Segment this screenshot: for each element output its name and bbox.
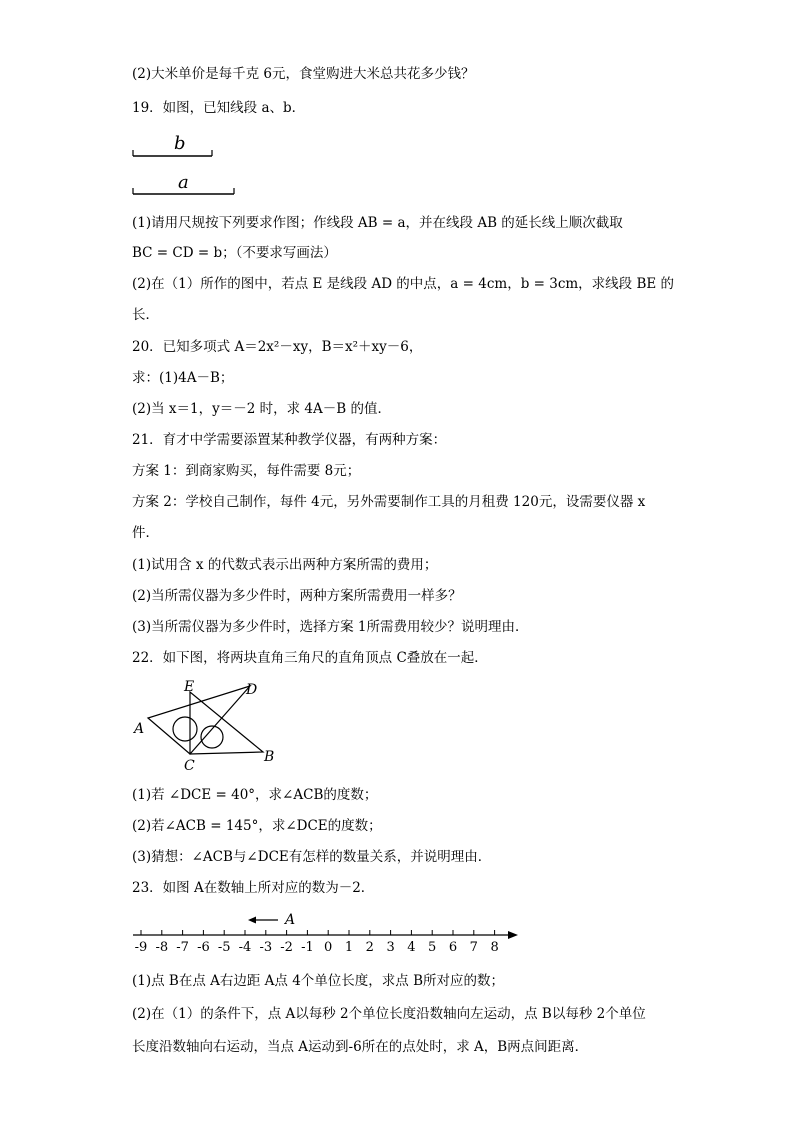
tick-label: -7 <box>176 940 189 955</box>
q21-plan2-cont: 件． <box>132 525 159 541</box>
tick-label: -2 <box>280 940 293 955</box>
tick-label: 7 <box>469 940 478 955</box>
triangle-ACD <box>148 686 250 754</box>
point-A-label: A <box>285 912 296 928</box>
q21-plan2: 方案 2：学校自己制作，每件 4元，另外需要制作工具的月租费 120元，设需要仪器 x <box>132 494 646 510</box>
tick-label: -6 <box>197 940 210 955</box>
q21-part3: (3)当所需仪器为多少件时，选择方案 1所需费用较少？说明理由． <box>132 619 529 635</box>
q23-part2: (2)在（1）的条件下，点 A以每秒 2个单位长度沿数轴向左运动，点 B以每秒 2个单位 <box>132 1006 646 1022</box>
tick-label: 5 <box>428 940 437 955</box>
q19-stem: 19．如图，已知线段 a、b． <box>132 100 306 116</box>
tick-label: -1 <box>301 940 314 955</box>
q21-plan1: 方案 1：到商家购买，每件需要 8元； <box>132 463 361 479</box>
tick-label: 2 <box>365 940 374 955</box>
q22-part2: (2)若∠ACB = 145°，求∠DCE的度数； <box>132 818 382 834</box>
q20-part1: 求：(1)4A－B； <box>132 370 234 386</box>
q20-stem: 20．已知多项式 A＝2x²－xy，B＝x²＋xy－6， <box>132 339 423 355</box>
label-B: B <box>264 749 275 765</box>
tick-group <box>135 930 499 955</box>
tick-label: 8 <box>490 940 499 955</box>
hole-circle-left <box>173 717 197 741</box>
q21-part1: (1)试用含 x 的代数式表示出两种方案所需的费用； <box>132 557 438 573</box>
segment-a-label: a <box>178 172 189 193</box>
label-E: E <box>184 679 195 695</box>
q22-stem: 22．如下图，将两块直角三角尺的直角顶点 C叠放在一起． <box>132 650 488 666</box>
number-line-figure <box>128 905 528 955</box>
tick-label: 0 <box>324 940 333 955</box>
tick-label: -3 <box>259 940 273 955</box>
tick-label: -4 <box>238 940 252 955</box>
segments-figure <box>128 128 248 200</box>
tick-label: -5 <box>217 940 231 955</box>
q21-stem: 21．育才中学需要添置某种教学仪器，有两种方案： <box>132 432 447 448</box>
tick-label: 3 <box>386 940 395 955</box>
q18-part2: (2)大米单价是每千克 6元，食堂购进大米总共花多少钱？ <box>132 66 475 82</box>
q23-part2-cont: 长度沿数轴向右运动，当点 A运动到-6所在的点处时，求 A，B两点间距离． <box>132 1039 589 1055</box>
segment-b-label: b <box>174 133 186 154</box>
triangle-ECB <box>190 692 263 754</box>
label-A: A <box>134 721 145 737</box>
tick-label: 4 <box>407 940 416 955</box>
label-D: D <box>246 682 258 698</box>
q19-part1-cont: BC = CD = b；（不要求写画法） <box>132 245 337 261</box>
q19-part2-cont: 长． <box>132 307 159 323</box>
q21-part2: (2)当所需仪器为多少件时，两种方案所需费用一样多？ <box>132 588 462 604</box>
q19-part1: (1)请用尺规按下列要求作图；作线段 AB = a，并在线段 AB 的延长线上顺次截取 <box>132 215 623 231</box>
tick-label: 6 <box>448 940 458 955</box>
axis-arrowhead <box>508 931 518 939</box>
q22-part3: (3)猜想：∠ACB与∠DCE有怎样的数量关系，并说明理由． <box>132 849 492 865</box>
label-C: C <box>184 758 195 774</box>
q20-part2: (2)当 x＝1，y＝－2 时，求 4A－B 的值． <box>132 401 391 417</box>
q23-part1: (1)点 B在点 A右边距 A点 4个单位长度，求点 B所对应的数； <box>132 973 505 989</box>
q22-part1: (1)若 ∠DCE = 40°，求∠ACB的度数； <box>132 787 378 803</box>
tick-label: 1 <box>344 940 354 955</box>
tick-label: -8 <box>155 940 169 955</box>
q19-part2: (2)在（1）所作的图中，若点 E 是线段 AD 的中点，a = 4cm，b = 3cm，求线段 BE 的 <box>132 276 675 292</box>
tick-label: -9 <box>134 940 148 955</box>
triangles-figure <box>128 676 288 776</box>
q23-stem: 23．如图 A在数轴上所对应的数为－2． <box>132 880 375 896</box>
